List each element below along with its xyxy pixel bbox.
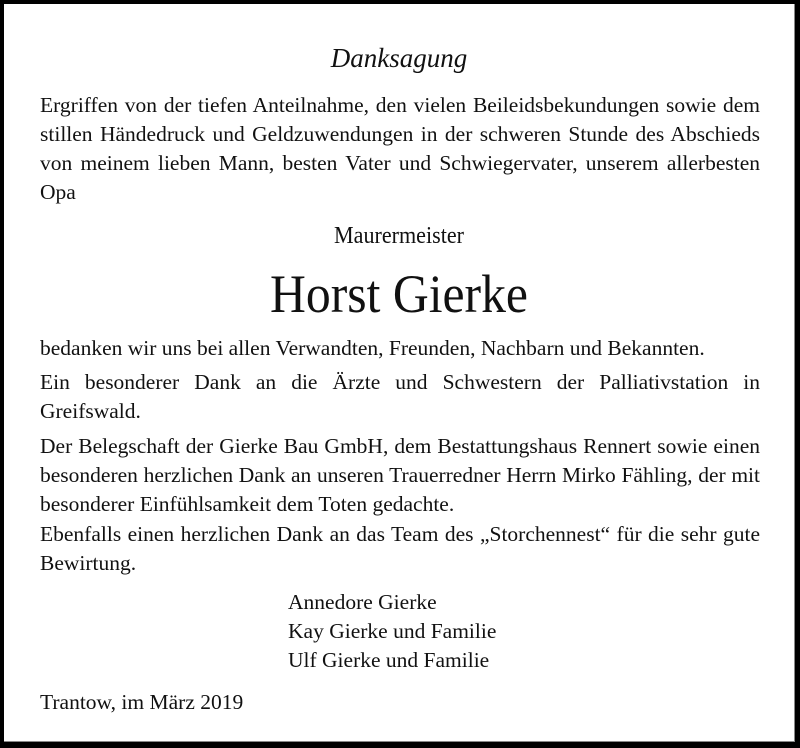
deceased-name: Horst Gierke <box>269 264 528 324</box>
profession-label: Maurermeister <box>334 223 464 249</box>
place-date: Trantow, im März 2019 <box>40 690 244 714</box>
intro-paragraph: Ergriffen von der tiefen Anteilnahme, den vielen Beileidsbekundungen sowie dem stillen Händedruck und Geldzuwendungen in der schweren Stunde des Abschieds von meinem lieben Mann, besten Vater und Schwiegervater, unserem allerbesten Opa <box>40 93 760 204</box>
notice-frame <box>4 4 795 742</box>
notice-heading: Danksagung <box>330 43 468 73</box>
signer: Ulf Gierke und Familie <box>288 648 490 672</box>
thanks-paragraph-4: Ebenfalls einen herzlichen Dank an das Team des „Storchennest“ für die sehr gute Bewirtung. <box>40 522 760 575</box>
thanks-paragraph-3: Der Belegschaft der Gierke Bau GmbH, dem Bestattungshaus Rennert sowie einen besonderen herzlichen Dank an unseren Trauerredner Herrn Mirko Fähling, der mit besonderer Einfühlsamkeit dem Toten gedachte. <box>40 434 760 516</box>
signer: Annedore Gierke <box>288 590 437 614</box>
thanks-paragraph-1: bedanken wir uns bei allen Verwandten, Freunden, Nachbarn und Bekannten. <box>40 336 705 360</box>
thanks-paragraph-2: Ein besonderer Dank an die Ärzte und Schwestern der Palliativstation in Greifswald. <box>40 370 760 423</box>
signers-list <box>288 588 496 675</box>
signer: Kay Gierke und Familie <box>288 619 497 643</box>
